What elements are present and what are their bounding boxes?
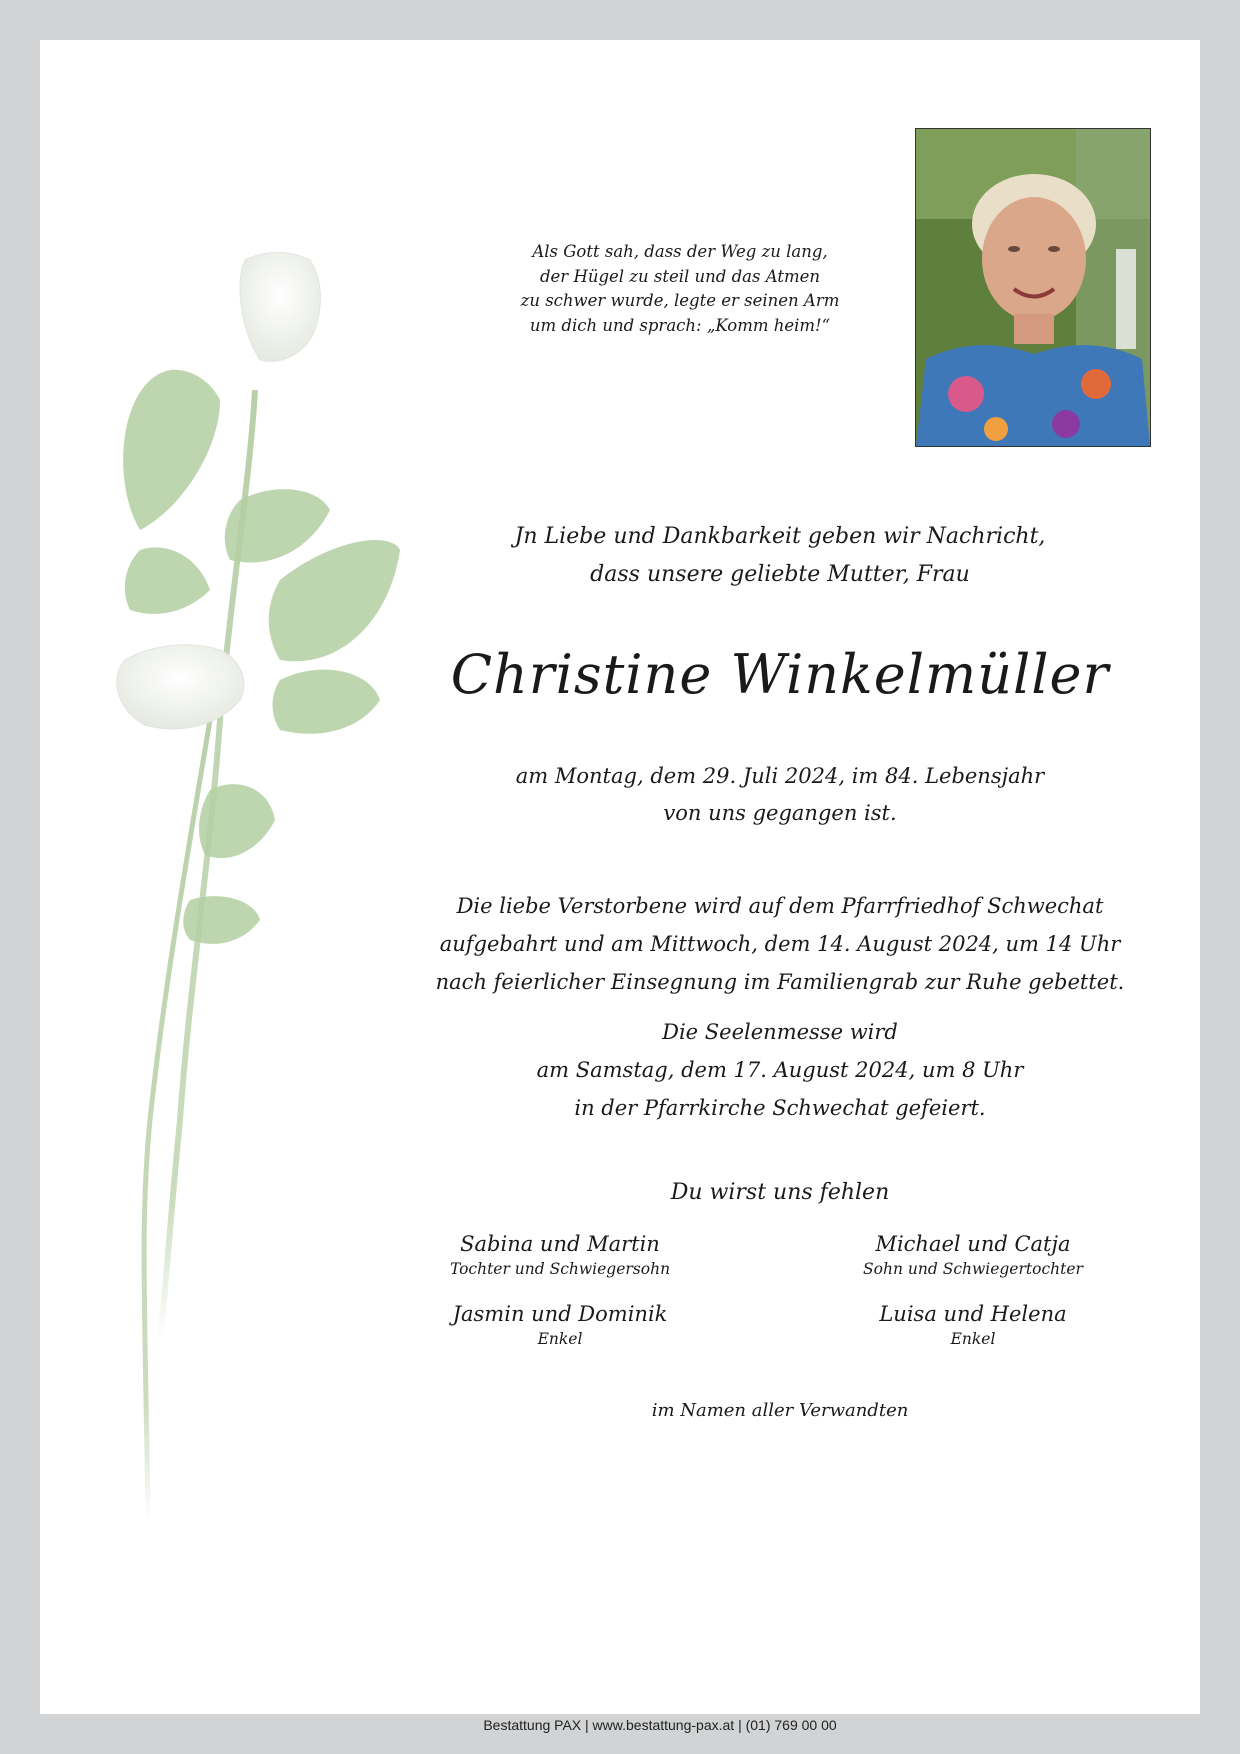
farewell-phrase: Du wirst uns fehlen xyxy=(670,1180,890,1205)
funeral-home-footer: Bestattung PAX | www.bestattung-pax.at | (01) 769 00 00 xyxy=(483,1717,837,1733)
mourner-entry xyxy=(380,1300,740,1350)
mourner-name: Jasmin und Dominik xyxy=(452,1302,668,1326)
mourner-name: Luisa und Helena xyxy=(879,1302,1067,1326)
requiem-mass-details xyxy=(380,1013,1180,1127)
funeral-details xyxy=(380,887,1180,1001)
intro-line: dass unsere geliebte Mutter, Frau xyxy=(590,562,970,587)
poem-line: um dich und sprach: „Komm heim!“ xyxy=(529,315,831,335)
poem xyxy=(420,240,940,338)
deceased-name: Christine Winkelmüller xyxy=(450,643,1110,706)
closing-line: im Namen aller Verwandten xyxy=(651,1400,909,1421)
funeral-line: aufgebahrt und am Mittwoch, dem 14. August 2024, um 14 Uhr xyxy=(439,932,1121,956)
mourner-entry xyxy=(793,1300,1153,1350)
mourner-relation: Enkel xyxy=(537,1330,583,1348)
poem-line: der Hügel zu steil und das Atmen xyxy=(539,266,821,286)
intro-line: Jn Liebe und Dankbarkeit geben wir Nachricht, xyxy=(514,524,1046,549)
mass-line: in der Pfarrkirche Schwechat gefeiert. xyxy=(574,1096,986,1120)
mourner-relation: Enkel xyxy=(950,1330,996,1348)
obituary-card xyxy=(40,40,1200,1733)
passing-text xyxy=(380,758,1180,832)
mourner-relation: Sohn und Schwiegertochter xyxy=(863,1260,1083,1278)
portrait-image xyxy=(916,129,1150,446)
mourner-entry xyxy=(380,1230,740,1280)
funeral-line: Die liebe Verstorbene wird auf dem Pfarrfriedhof Schwechat xyxy=(456,894,1104,918)
passing-line: am Montag, dem 29. Juli 2024, im 84. Lebensjahr xyxy=(515,764,1045,788)
mourner-relation: Tochter und Schwiegersohn xyxy=(449,1260,671,1278)
mass-line: Die Seelenmesse wird xyxy=(662,1020,898,1044)
mass-line: am Samstag, dem 17. August 2024, um 8 Uhr xyxy=(536,1058,1024,1082)
mourner-name: Michael und Catja xyxy=(875,1232,1071,1256)
funeral-line: nach feierlicher Einsegnung im Familiengrab zur Ruhe gebettet. xyxy=(435,970,1125,994)
mourner-entry xyxy=(793,1230,1153,1280)
mourner-name: Sabina und Martin xyxy=(460,1232,660,1256)
passing-line: von uns gegangen ist. xyxy=(663,801,897,825)
announcement-intro xyxy=(380,518,1180,594)
poem-line: zu schwer wurde, legte er seinen Arm xyxy=(520,291,840,310)
poem-line: Als Gott sah, dass der Weg zu lang, xyxy=(532,242,828,261)
portrait-photo xyxy=(915,128,1151,447)
